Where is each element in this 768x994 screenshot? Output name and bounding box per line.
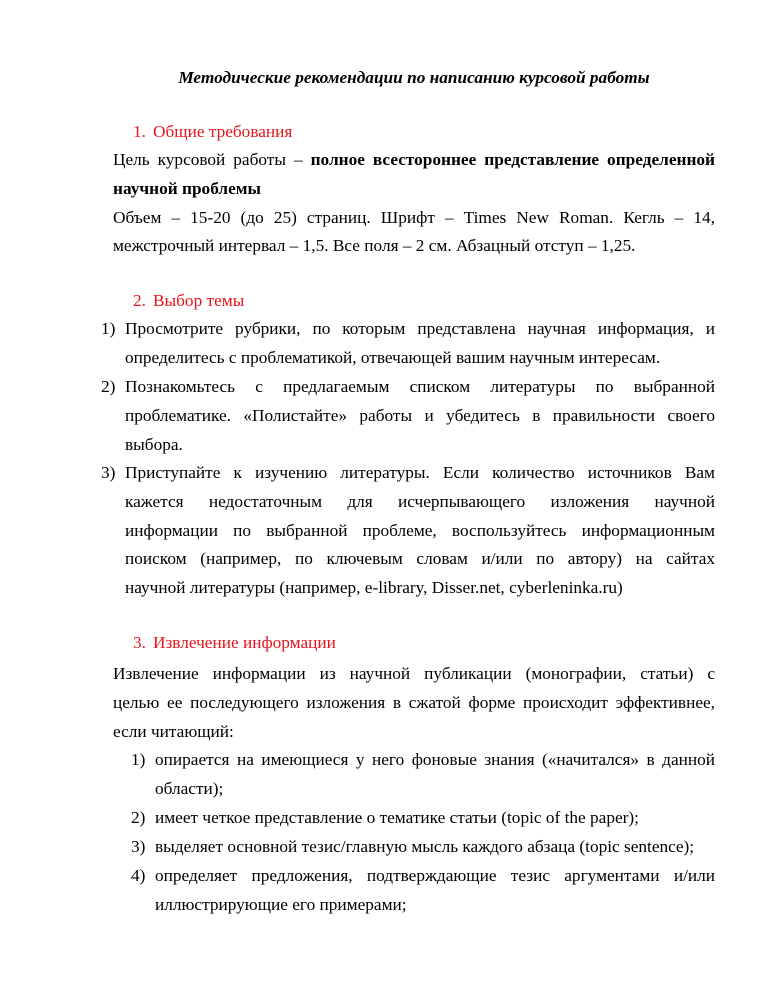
list-marker: 1)	[131, 750, 146, 769]
list-item-text	[125, 315, 715, 373]
goal-prefix: Цель курсовой работы –	[113, 150, 311, 169]
list-line: выделяет основной тезис/главную мысль каждого абзаца (topic sentence);	[155, 837, 695, 856]
section-general-body	[113, 146, 715, 261]
list-line: области);	[155, 778, 224, 798]
goal-line-1	[113, 146, 715, 175]
list-line: имеет четкое представление о тематике статьи (topic of the paper);	[155, 808, 639, 827]
intro-line: если читающий:	[113, 721, 234, 741]
section-number: 1.	[133, 122, 146, 141]
list-marker: 1)	[101, 319, 116, 338]
section-title: Извлечение информации	[153, 633, 336, 652]
volume-line-2: межстрочный интервал – 1,5. Все поля – 2 см. Абзацный отступ – 1,25.	[113, 236, 636, 256]
list-line: выбора.	[125, 434, 183, 454]
list-line: Приступайте к изучению литературы. Если количество источников Вам	[125, 463, 715, 482]
volume-line-1: Объем – 15-20 (до 25) страниц. Шрифт – Times New Roman. Кегль – 14,	[113, 207, 715, 227]
section-heading-extraction	[113, 631, 336, 655]
goal-line-2	[113, 175, 715, 204]
section-heading-topic-choice	[113, 289, 244, 313]
list-line: проблематике. «Полистайте» работы и убедитесь в правильности своего	[125, 405, 715, 425]
list-item-text	[155, 833, 715, 862]
document-title: Методические рекомендации по написанию курсовой работы	[178, 68, 650, 87]
list-item-text	[125, 459, 715, 603]
list-marker: 2)	[101, 377, 116, 396]
list-line: определяет предложения, подтверждающие тезис аргументами и/или	[155, 866, 715, 885]
list-line: кажется недостаточным для исчерпывающего изложения научной	[125, 491, 715, 511]
section-heading-general	[113, 120, 292, 144]
section-number: 2.	[133, 291, 146, 310]
list-line: иллюстрирующие его примерами;	[155, 894, 407, 914]
list-marker: 3)	[101, 463, 116, 482]
list-line: информации по выбранной проблеме, воспользуйтесь информационным	[125, 520, 715, 540]
list-line: научной литературы (например, e-library, Disser.net, cyberleninka.ru)	[125, 578, 623, 598]
goal-bold-2: научной проблемы	[113, 178, 262, 198]
list-marker: 4)	[131, 866, 146, 885]
list-line: Познакомьтесь с предлагаемым списком литературы по выбранной	[125, 377, 715, 396]
list-marker: 3)	[131, 837, 146, 856]
list-line: поиском (например, по ключевым словам и/или по автору) на сайтах	[125, 549, 715, 569]
list-line: Просмотрите рубрики, по которым представлена научная информация, и	[125, 319, 715, 338]
list-line: определитесь с проблематикой, отвечающей вашим научным интересам.	[125, 347, 661, 367]
list-item-text	[155, 746, 715, 804]
list-marker: 2)	[131, 808, 146, 827]
intro-line: целью ее последующего изложения в сжатой форме происходит эффективнее,	[113, 692, 715, 712]
goal-bold-1: полное всестороннее представление определенной	[310, 150, 715, 169]
list-line: опирается на имеющиеся у него фоновые знания («начитался» в данной	[155, 750, 715, 769]
list-item-text	[125, 373, 715, 459]
section-number: 3.	[133, 633, 146, 652]
section-extraction-intro	[113, 660, 715, 746]
section-title: Выбор темы	[153, 291, 245, 310]
intro-line: Извлечение информации из научной публикации (монографии, статьи) с	[113, 664, 715, 683]
list-item-text	[155, 804, 715, 833]
list-item-text	[155, 862, 715, 920]
section-title: Общие требования	[153, 122, 293, 141]
